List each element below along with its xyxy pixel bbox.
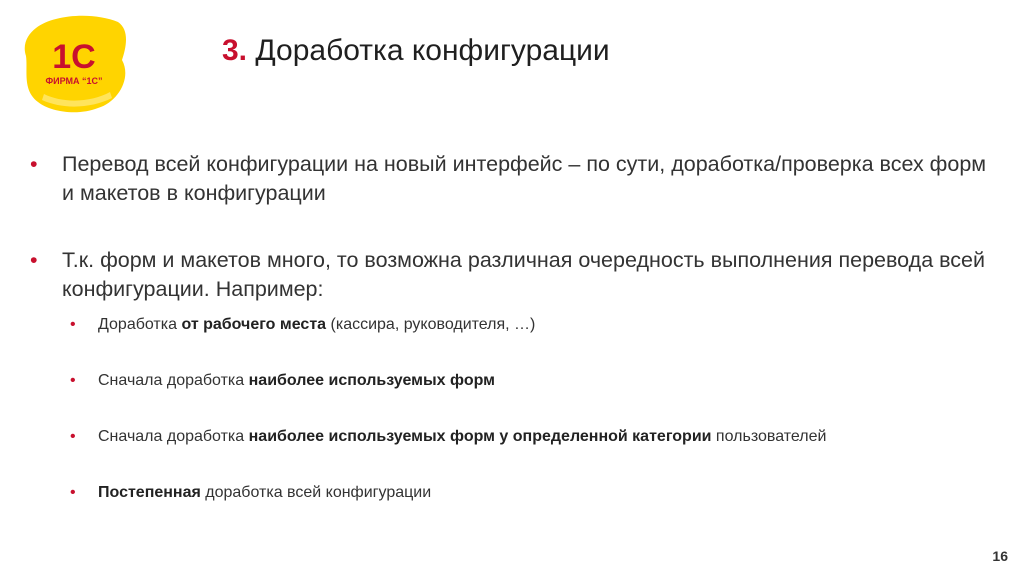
sub-bullet-emphasis: от рабочего места — [181, 316, 327, 333]
sub-bullet-emphasis: Постепенная — [98, 484, 201, 501]
sub-bullet-prefix: Сначала доработка — [98, 428, 249, 445]
title-number: 3. — [222, 34, 248, 67]
sub-bullet-emphasis: наиболее используемых форм у определенной категории — [248, 428, 712, 445]
bullet-list — [30, 150, 990, 504]
sub-bullet-suffix: доработка всей конфигурации — [200, 484, 432, 501]
slide-title — [222, 34, 610, 68]
logo-mark: 1С — [52, 38, 96, 76]
bullet-icon: • — [70, 372, 76, 389]
bullet-item — [30, 150, 990, 208]
bullet-icon: • — [30, 248, 38, 272]
sub-bullet-emphasis: наиболее используемых форм — [248, 372, 495, 389]
page-number: 16 — [992, 548, 1008, 564]
bullet-text: Перевод всей конфигурации на новый интерфейс – по сути, доработка/проверка всех форм и макетов в конфигурации — [62, 152, 987, 205]
bullet-icon: • — [70, 428, 76, 445]
sub-bullet-suffix: пользователей — [711, 428, 827, 445]
bullet-item — [30, 246, 990, 304]
logo-caption: ФИРМА “1С” — [45, 76, 103, 86]
company-logo — [14, 8, 134, 118]
title-text: Доработка конфигурации — [255, 34, 610, 67]
sub-bullet-item — [62, 426, 990, 448]
bullet-icon: • — [70, 484, 76, 501]
sub-bullet-prefix: Доработка — [98, 316, 182, 333]
sub-bullet-item — [62, 314, 990, 336]
bullet-icon: • — [30, 152, 38, 176]
sub-bullet-prefix: Сначала доработка — [98, 372, 249, 389]
sub-bullet-list — [30, 314, 990, 504]
bullet-icon: • — [70, 316, 76, 333]
sub-bullet-item — [62, 482, 990, 504]
sub-bullet-item — [62, 370, 990, 392]
sub-bullet-suffix: (кассира, руководителя, …) — [326, 316, 536, 333]
bullet-text: Т.к. форм и макетов много, то возможна различная очередность выполнения перевода всей конфигурации. Например: — [62, 248, 986, 301]
